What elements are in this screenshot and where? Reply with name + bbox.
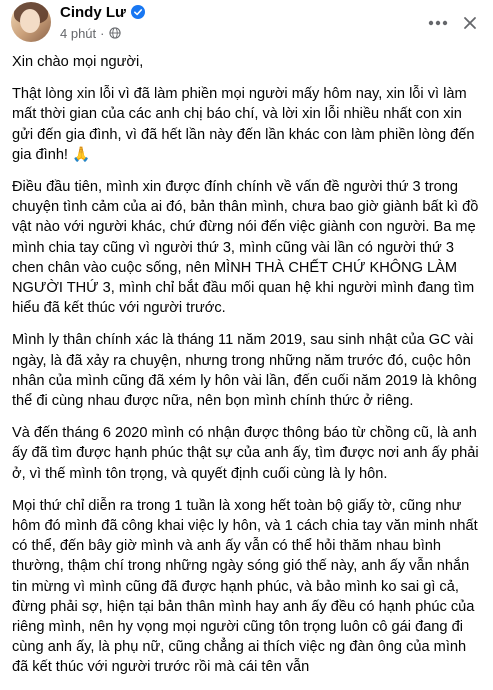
author-name[interactable]: Cindy Lư	[60, 3, 126, 21]
author-row	[60, 2, 145, 22]
post-paragraph: Thật lòng xin lỗi vì đã làm phiền mọi người mấy hôm nay, xin lỗi vì làm mất thời gian của các anh chị báo chí, và lời xin lỗi nhiều nhất con xin gửi đến gia đình, vì đã hết lần này đến lần khác con làm phiền lòng đến gia đình! 🙏	[12, 86, 475, 163]
verified-badge-icon	[131, 5, 145, 19]
post-paragraph: Mọi thứ chỉ diễn ra trong 1 tuần là xong hết toàn bộ giấy tờ, cũng như hôm đó mình đã công khai việc ly hôn, và 1 cách chia tay văn minh nhất có thể, đến bây giờ mình và anh ấy vẫn có thể hỏi thăm nhau bình thường, thậm chí trong những ngày sóng gió thế này, anh ấy vẫn nhắn tin mừng vì mình cũng đã được hạnh phúc, và bảo mình ko sai gì cả, đừng phải sợ, hiện tại bản thân mình hay anh ấy đều có hạnh phúc của riêng mình, nên hy vọng mọi người cũng tôn trọng luôn cô gái đang đi cùng anh ấy, là phụ nữ, cũng chẳng ai thích việc ng đàn ông của mình đã kết thúc với người trước rồi mà cái tên vẫn	[12, 497, 478, 676]
more-button[interactable]	[423, 8, 453, 38]
globe-icon[interactable]	[109, 27, 121, 39]
avatar[interactable]	[11, 2, 51, 42]
post-paragraph: Và đến tháng 6 2020 mình có nhận được thông báo từ chồng cũ, là anh ấy đã tìm được hạnh phúc thật sự của anh ấy, tìm được nơi anh ấy phải ở, vì thế mình tôn trọng, và quyết định cuối cùng là ly hôn.	[12, 425, 479, 482]
post-paragraph: Xin chào mọi người,	[12, 54, 144, 70]
post-meta	[60, 24, 121, 42]
post-actions	[423, 8, 485, 38]
meta-separator: ·	[100, 25, 105, 41]
post-text	[12, 52, 484, 690]
post-header	[0, 0, 493, 48]
more-horizontal-icon	[428, 20, 448, 26]
post-paragraph: Điều đầu tiên, mình xin được đính chính về vấn đề người thứ 3 trong chuyện tình cảm của ai đó, bản thân mình, chưa bao giờ giành bất kì đồ vật nào với người khác, chứ đừng nói đến việc giành con người. Ba mẹ mình chia tay cũng vì người thứ 3, mình cũng vài lần có người thứ 3 chen chân vào cuộc sống, nên MÌNH THÀ CHẾT CHỨ KHÔNG LÀM NGƯỜI THỨ 3, mình chỉ bắt đầu mối quan hệ khi người mình đang tìm hiểu đã kết thúc với người trước.	[12, 179, 479, 317]
close-icon	[463, 16, 477, 30]
post-time[interactable]: 4 phút	[60, 25, 97, 41]
close-button[interactable]	[455, 8, 485, 38]
post-paragraph: Mình ly thân chính xác là tháng 11 năm 2019, sau sinh nhật của GC vài ngày, là đã xảy ra chuyện, nhưng trong những năm trước đó, cuộc hôn nhân của mình cũng đã xém ly hôn vài lần, đến cuối năm 2019 là không thể đi cùng nhau được nữa, nên bọn mình chính thức ở riêng.	[12, 332, 477, 410]
